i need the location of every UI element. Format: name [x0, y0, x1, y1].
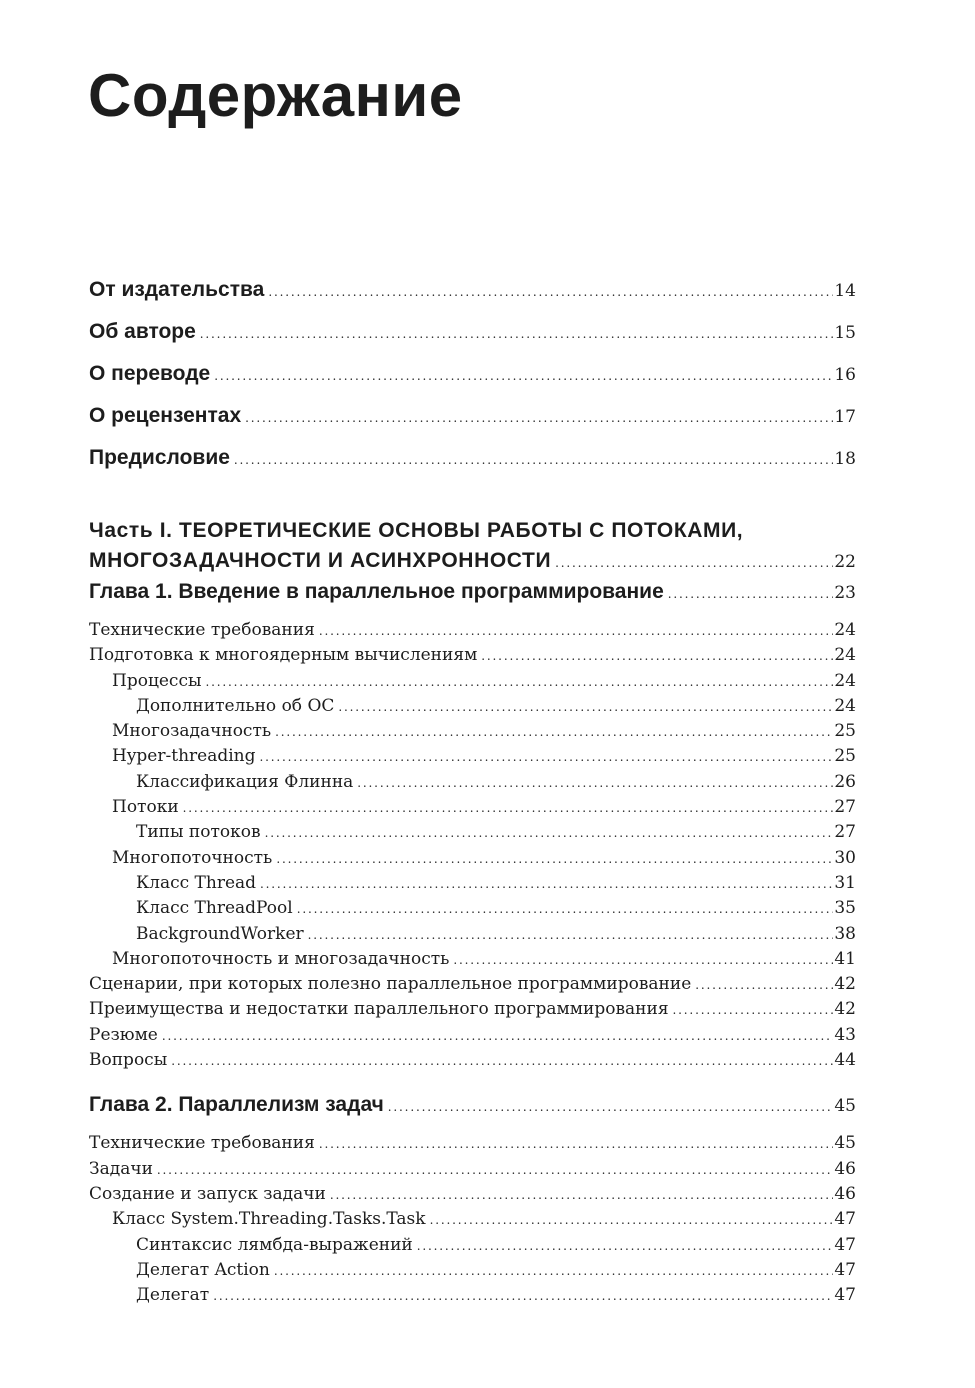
dot-leader: [276, 848, 833, 867]
dot-leader: [695, 974, 833, 993]
toc-entry-title: Подготовка к многоядерным вычислениям: [89, 645, 478, 666]
toc-entry-page: 47: [834, 1234, 856, 1255]
toc-entry-title: Класс System.Threading.Tasks.Task: [112, 1209, 426, 1230]
toc-entry-page: 43: [834, 1024, 856, 1045]
toc-entry-page: 22: [834, 552, 856, 572]
page-title: Содержание: [88, 62, 463, 129]
dot-leader: [234, 449, 833, 468]
toc-entry-page: 35: [834, 898, 856, 919]
toc-entry[interactable]: [89, 671, 856, 696]
toc-entry-title: Вопросы: [89, 1050, 168, 1071]
toc-entry-title: Технические требования: [89, 620, 315, 640]
toc-entry[interactable]: [89, 999, 856, 1024]
toc-entry-title: Резюме: [89, 1024, 158, 1045]
toc-entry-page: 38: [834, 923, 856, 944]
toc-entry-title: Делегат: [136, 1285, 210, 1306]
toc-entry-title: От издательства: [89, 278, 265, 301]
toc-entry-page: 27: [834, 822, 856, 843]
toc-entry-title: Потоки: [112, 797, 179, 818]
dot-leader: [183, 797, 834, 816]
toc-entry-title: Об авторе: [89, 320, 196, 343]
dot-leader: [260, 746, 834, 765]
toc-entry-title: Многозадачность: [112, 721, 272, 742]
toc-entry[interactable]: [89, 1235, 856, 1260]
toc-entry-author[interactable]: [89, 320, 856, 362]
toc-entry-title: BackgroundWorker: [136, 923, 304, 944]
dot-leader: [308, 924, 834, 943]
toc-entry[interactable]: [89, 924, 856, 949]
toc-entry-page: 45: [834, 1133, 856, 1154]
toc-entry-page: 42: [834, 999, 856, 1020]
toc-entry-translation[interactable]: [89, 362, 856, 404]
toc-entry-title: Класс ThreadPool: [136, 898, 293, 919]
toc-entry-title: Задачи: [89, 1158, 153, 1179]
toc-part-1[interactable]: [89, 516, 856, 576]
chapter-title: Глава 2. Параллелизм задач: [89, 1093, 384, 1117]
toc-entry-page: 47: [834, 1209, 856, 1230]
toc-entry[interactable]: [89, 1184, 856, 1209]
toc-entry-title: Классификация Флинна: [136, 771, 354, 792]
toc-entry[interactable]: [89, 949, 856, 974]
toc-chapter-1[interactable]: [89, 580, 856, 620]
toc-entry[interactable]: [89, 822, 856, 847]
toc-entry-page: 31: [834, 872, 856, 893]
toc-chapter-2[interactable]: [89, 1093, 856, 1133]
toc-entry[interactable]: [89, 772, 856, 797]
dot-leader: [274, 1260, 834, 1279]
dot-leader: [481, 645, 833, 664]
toc-entry-page: 45: [834, 1096, 856, 1117]
dot-leader: [214, 365, 833, 384]
chapter-1-entries: [89, 620, 856, 1075]
dot-leader: [260, 873, 833, 892]
toc-entry[interactable]: [89, 1159, 856, 1184]
dot-leader: [453, 949, 833, 968]
toc-entry-title: Делегат Action: [136, 1259, 270, 1280]
toc-entry-page: 24: [834, 695, 856, 716]
toc-entry[interactable]: [89, 1050, 856, 1075]
toc-entry[interactable]: [89, 620, 856, 645]
dot-leader: [357, 772, 833, 791]
dot-leader: [319, 620, 834, 639]
toc-entry-reviewers[interactable]: [89, 404, 856, 446]
dot-leader: [673, 999, 834, 1018]
toc-entry[interactable]: [89, 645, 856, 670]
part-title-line-2: МНОГОЗАДАЧНОСТИ И АСИНХРОННОСТИ: [89, 549, 552, 572]
toc-entry-title: Синтаксис лямбда-выражений: [136, 1234, 413, 1255]
dot-leader: [417, 1235, 834, 1254]
toc-entry-page: 18: [834, 449, 856, 469]
dot-leader: [171, 1050, 833, 1069]
toc-entry[interactable]: [89, 721, 856, 746]
toc-entry-title: Типы потоков: [136, 822, 261, 843]
toc-entry-page: 17: [834, 407, 856, 427]
toc-entry-page: 25: [834, 721, 856, 742]
dot-leader: [319, 1133, 834, 1152]
toc-entry-title: Класс Thread: [136, 872, 257, 893]
chapter-2-entries: [89, 1133, 856, 1310]
dot-leader: [265, 822, 834, 841]
toc-entry[interactable]: [89, 974, 856, 999]
dot-leader: [162, 1025, 834, 1044]
chapter-title: Глава 1. Введение в параллельное программирование: [89, 580, 664, 603]
toc-entry-page: 44: [834, 1050, 856, 1071]
toc-entry-page: 24: [834, 620, 856, 640]
toc-entry-page: 46: [834, 1183, 856, 1204]
dot-leader: [430, 1209, 834, 1228]
toc-entry-page: 46: [834, 1158, 856, 1179]
toc-entry[interactable]: [89, 797, 856, 822]
toc-entry-page: 26: [834, 771, 856, 792]
toc-entry-title: Сценарии, при которых полезно параллельное программирование: [89, 974, 692, 995]
dot-leader: [555, 552, 833, 571]
dot-leader: [206, 671, 834, 690]
dot-leader: [213, 1285, 833, 1304]
toc-entry-page: 30: [834, 847, 856, 868]
dot-leader: [330, 1184, 834, 1203]
toc-entry[interactable]: [89, 1133, 856, 1158]
toc-entry[interactable]: [89, 898, 856, 923]
toc-entry-page: 23: [834, 583, 856, 603]
toc-entry-title: О рецензентах: [89, 404, 242, 427]
dot-leader: [338, 696, 833, 715]
dot-leader: [157, 1159, 833, 1178]
toc-entry-preface[interactable]: [89, 446, 856, 488]
dot-leader: [245, 407, 833, 426]
toc-entry-title: Технические требования: [89, 1133, 315, 1154]
toc-entry-title: Hyper-threading: [112, 746, 256, 767]
toc-entry-publisher[interactable]: [89, 278, 856, 320]
toc-entry-page: 14: [834, 281, 856, 301]
toc-entry-page: 47: [834, 1285, 856, 1306]
dot-leader: [297, 898, 834, 917]
dot-leader: [668, 583, 834, 602]
toc-entry-page: 16: [834, 365, 856, 385]
toc-entry-page: 24: [834, 645, 856, 666]
toc-entry[interactable]: [89, 1260, 856, 1285]
toc-entry[interactable]: [89, 848, 856, 873]
toc-entry-page: 41: [834, 948, 856, 969]
toc-entry[interactable]: [89, 1025, 856, 1050]
toc-entry-title: Многопоточность: [112, 847, 273, 868]
dot-leader: [200, 323, 834, 342]
toc-entry-title: Многопоточность и многозадачность: [112, 948, 450, 969]
toc-entry-page: 42: [834, 974, 856, 995]
part-title-line-1: Часть I. ТЕОРЕТИЧЕСКИЕ ОСНОВЫ РАБОТЫ С ПОТОКАМИ,: [89, 519, 744, 542]
toc-entry-title: Дополнительно об ОС: [136, 695, 335, 716]
toc-entry-page: 27: [834, 797, 856, 818]
toc-entry[interactable]: [89, 696, 856, 721]
toc-entry-title: Предисловие: [89, 446, 230, 469]
dot-leader: [388, 1096, 834, 1115]
dot-leader: [275, 721, 833, 740]
toc-entry-page: 24: [834, 670, 856, 691]
toc-entry-page: 25: [834, 746, 856, 767]
table-of-contents: [89, 278, 856, 1310]
toc-entry[interactable]: [89, 746, 856, 771]
toc-entry[interactable]: [89, 1209, 856, 1234]
dot-leader: [268, 281, 833, 300]
toc-entry-page: 47: [834, 1259, 856, 1280]
toc-entry[interactable]: [89, 873, 856, 898]
toc-entry-title: О переводе: [89, 362, 211, 385]
toc-entry[interactable]: [89, 1285, 856, 1310]
toc-entry-title: Процессы: [112, 670, 202, 691]
toc-entry-title: Преимущества и недостатки параллельного программирования: [89, 999, 669, 1020]
toc-entry-page: 15: [834, 323, 856, 343]
toc-entry-title: Создание и запуск задачи: [89, 1183, 326, 1204]
front-matter-list: [89, 278, 856, 488]
